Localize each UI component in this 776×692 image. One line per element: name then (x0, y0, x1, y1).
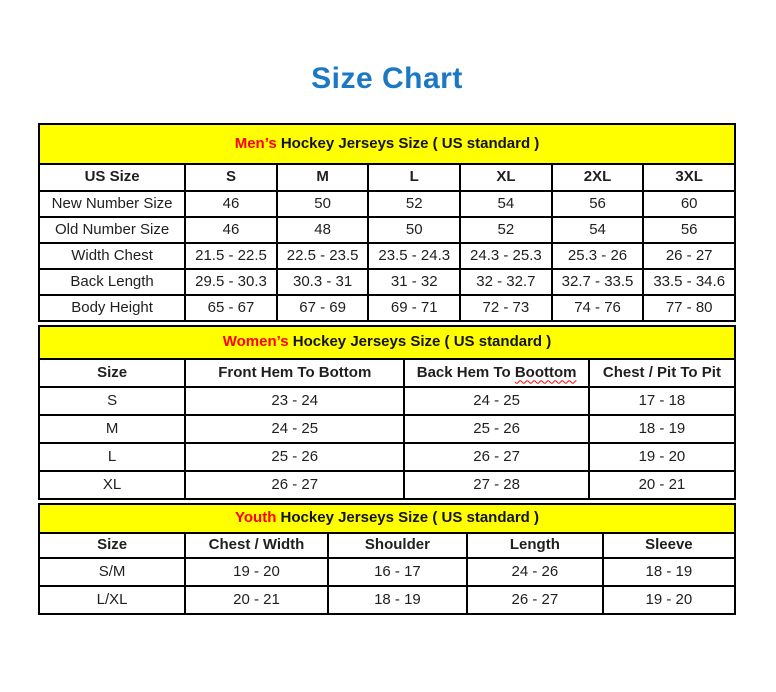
row-label: S/M (39, 558, 185, 586)
youth-size-table (38, 503, 736, 615)
size-value-cell: 65 - 67 (185, 295, 277, 321)
column-header-shoulder: Shoulder (328, 533, 467, 558)
size-value-cell: 60 (643, 191, 735, 217)
size-value-cell: 25.3 - 26 (552, 243, 644, 269)
table-row (39, 243, 735, 269)
row-label: S (39, 387, 185, 415)
size-value-cell: 56 (643, 217, 735, 243)
size-value-cell: 24 - 25 (185, 415, 404, 443)
mens-banner-row (39, 124, 735, 164)
column-header-xl: XL (460, 164, 552, 191)
size-value-cell: 32.7 - 33.5 (552, 269, 644, 295)
size-value-cell: 30.3 - 31 (277, 269, 369, 295)
size-value-cell: 52 (368, 191, 460, 217)
mens-table-banner (39, 124, 735, 164)
size-value-cell: 56 (552, 191, 644, 217)
size-value-cell: 19 - 20 (603, 586, 735, 614)
size-value-cell: 29.5 - 30.3 (185, 269, 277, 295)
size-value-cell: 74 - 76 (552, 295, 644, 321)
table-row (39, 558, 735, 586)
size-value-cell: 50 (368, 217, 460, 243)
column-header-sleeve: Sleeve (603, 533, 735, 558)
table-row (39, 471, 735, 499)
table-row (39, 586, 735, 614)
column-header-s: S (185, 164, 277, 191)
row-label: M (39, 415, 185, 443)
womens-table-banner (39, 326, 735, 359)
column-header-m: M (277, 164, 369, 191)
size-value-cell: 26 - 27 (185, 471, 404, 499)
size-value-cell: 26 - 27 (467, 586, 603, 614)
womens-banner-highlight: Women’s (222, 333, 289, 351)
size-value-cell: 54 (460, 191, 552, 217)
back-hem-label: Back Hem To (416, 363, 511, 381)
column-header-l: L (368, 164, 460, 191)
size-value-cell: 24 - 26 (467, 558, 603, 586)
youth-table-banner (39, 504, 735, 533)
column-header-3xl: 3XL (643, 164, 735, 191)
mens-size-table (38, 123, 736, 322)
size-value-cell: 26 - 27 (643, 243, 735, 269)
row-label: L (39, 443, 185, 471)
table-row (39, 295, 735, 321)
row-label: Width Chest (39, 243, 185, 269)
mens-header-row (39, 164, 735, 191)
size-value-cell: 23 - 24 (185, 387, 404, 415)
youth-banner-row (39, 504, 735, 533)
size-value-cell: 50 (277, 191, 369, 217)
size-value-cell: 26 - 27 (404, 443, 588, 471)
column-header-back-hem (404, 359, 588, 387)
youth-header-row (39, 533, 735, 558)
column-header-2xl: 2XL (552, 164, 644, 191)
row-label: Old Number Size (39, 217, 185, 243)
column-header-size: Size (39, 533, 185, 558)
table-row (39, 443, 735, 471)
womens-banner-text: Hockey Jerseys Size ( US standard ) (292, 333, 552, 351)
table-row (39, 217, 735, 243)
row-label: Back Length (39, 269, 185, 295)
size-value-cell: 77 - 80 (643, 295, 735, 321)
size-value-cell: 24 - 25 (404, 387, 588, 415)
mens-banner-highlight: Men’s (234, 134, 277, 152)
size-value-cell: 22.5 - 23.5 (277, 243, 369, 269)
size-value-cell: 20 - 21 (589, 471, 735, 499)
size-value-cell: 18 - 19 (589, 415, 735, 443)
row-label: New Number Size (39, 191, 185, 217)
size-value-cell: 46 (185, 217, 277, 243)
size-value-cell: 21.5 - 22.5 (185, 243, 277, 269)
column-header-size: Size (39, 359, 185, 387)
row-label: XL (39, 471, 185, 499)
size-value-cell: 17 - 18 (589, 387, 735, 415)
table-row (39, 387, 735, 415)
size-value-cell: 46 (185, 191, 277, 217)
mens-banner-text: Hockey Jerseys Size ( US standard ) (280, 134, 540, 152)
table-row (39, 269, 735, 295)
size-value-cell: 25 - 26 (404, 415, 588, 443)
misspelled-word: Boottom (514, 363, 577, 381)
size-value-cell: 54 (552, 217, 644, 243)
size-value-cell: 23.5 - 24.3 (368, 243, 460, 269)
table-row (39, 415, 735, 443)
size-value-cell: 67 - 69 (277, 295, 369, 321)
size-value-cell: 25 - 26 (185, 443, 404, 471)
column-header-chest-pit: Chest / Pit To Pit (589, 359, 735, 387)
size-value-cell: 16 - 17 (328, 558, 467, 586)
size-value-cell: 19 - 20 (185, 558, 328, 586)
womens-banner-row (39, 326, 735, 359)
size-value-cell: 20 - 21 (185, 586, 328, 614)
size-value-cell: 18 - 19 (603, 558, 735, 586)
size-value-cell: 18 - 19 (328, 586, 467, 614)
table-row (39, 191, 735, 217)
youth-banner-text: Hockey Jerseys Size ( US standard ) (280, 509, 539, 527)
page-title: Size Chart (311, 62, 463, 95)
column-header-length: Length (467, 533, 603, 558)
size-value-cell: 72 - 73 (460, 295, 552, 321)
womens-size-table (38, 325, 736, 500)
column-header-front-hem: Front Hem To Bottom (185, 359, 404, 387)
womens-header-row (39, 359, 735, 387)
youth-banner-highlight: Youth (235, 509, 277, 527)
column-header-us-size: US Size (39, 164, 185, 191)
size-value-cell: 19 - 20 (589, 443, 735, 471)
size-value-cell: 69 - 71 (368, 295, 460, 321)
row-label: L/XL (39, 586, 185, 614)
size-tables-container (38, 123, 736, 615)
size-value-cell: 24.3 - 25.3 (460, 243, 552, 269)
size-value-cell: 52 (460, 217, 552, 243)
row-label: Body Height (39, 295, 185, 321)
size-value-cell: 48 (277, 217, 369, 243)
size-value-cell: 31 - 32 (368, 269, 460, 295)
column-header-chest-width: Chest / Width (185, 533, 328, 558)
size-value-cell: 27 - 28 (404, 471, 588, 499)
size-value-cell: 32 - 32.7 (460, 269, 552, 295)
size-value-cell: 33.5 - 34.6 (643, 269, 735, 295)
